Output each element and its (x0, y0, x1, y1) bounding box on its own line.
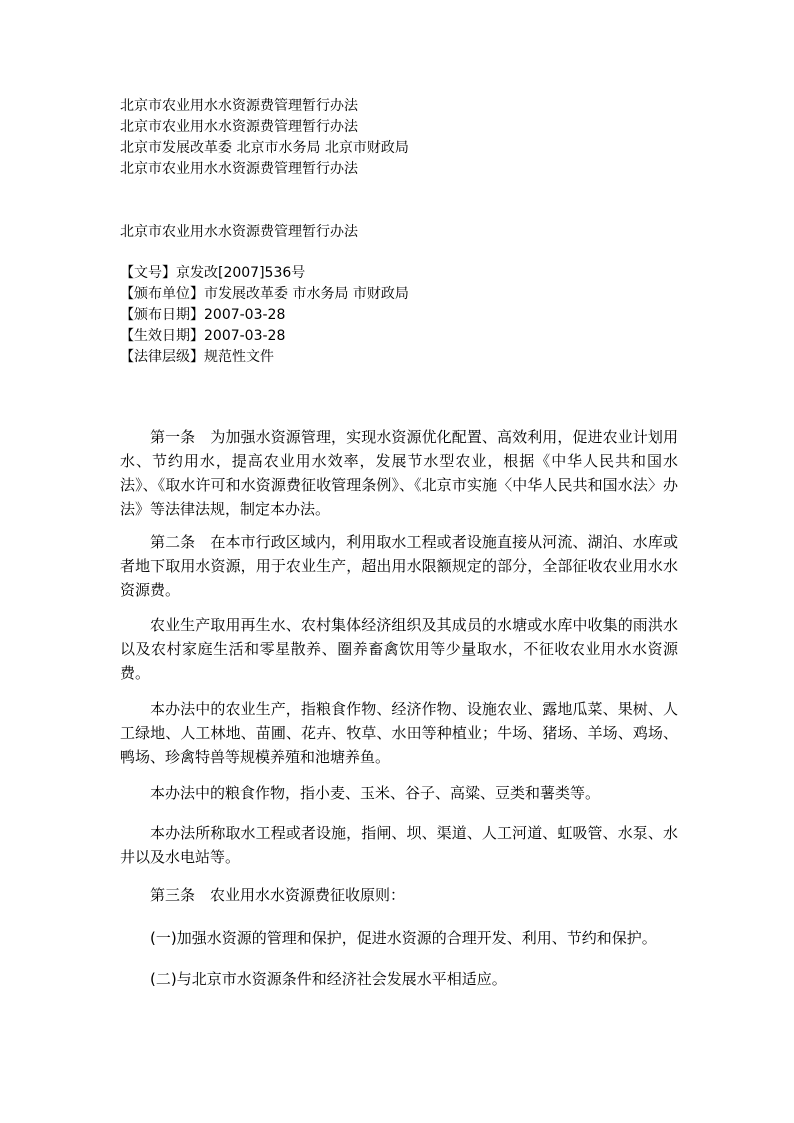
document-title: 北京市农业用水水资源费管理暂行办法 (120, 224, 358, 240)
meta-document-number: 【文号】京发改[2007]536号 (120, 265, 306, 281)
article-paragraph: (一)加强水资源的管理和保护，促进水资源的合理开发、利用、节约和保护。 (150, 929, 657, 947)
article-paragraph: 本办法中的农业生产，指粮食作物、经济作物、设施农业、露地瓜菜、果树、人工绿地、人工林地、苗圃、花卉、牧草、水田等种植业；牛场、猪场、羊场、鸡场、鸭场、珍禽特兽等规模养殖和池塘养鱼。 (120, 700, 678, 766)
header-title-line: 北京市农业用水水资源费管理暂行办法 (120, 161, 358, 177)
header-title-line: 北京市农业用水水资源费管理暂行办法 (120, 119, 358, 135)
meta-issuing-unit: 【颁布单位】市发展改革委 市水务局 市财政局 (120, 286, 409, 302)
article-paragraph: (二)与北京市水资源条件和经济社会发展水平相适应。 (150, 970, 507, 988)
header-title-line: 北京市农业用水水资源费管理暂行办法 (120, 98, 358, 114)
meta-effective-date: 【生效日期】2007-03-28 (120, 328, 286, 344)
article-paragraph: 第一条 为加强水资源管理，实现水资源优化配置、高效利用，促进农业计划用水、节约用水，提高农业用水效率，发展节水型农业，根据《中华人民共和国水法》、《取水许可和水资源费征收管理条例》、《北京市实施〈中华人民共和国水法〉办法》等法律法规，制定本办法。 (120, 428, 678, 518)
article-paragraph: 本办法所称取水工程或者设施，指闸、坝、渠道、人工河道、虹吸管、水泵、水井以及水电站等。 (120, 824, 678, 866)
meta-issue-date: 【颁布日期】2007-03-28 (120, 307, 286, 323)
article-paragraph: 本办法中的粮食作物，指小麦、玉米、谷子、高粱、豆类和薯类等。 (150, 784, 601, 802)
meta-legal-level: 【法律层级】规范性文件 (120, 349, 274, 365)
header-issuers-line: 北京市发展改革委 北京市水务局 北京市财政局 (120, 140, 409, 156)
article-paragraph: 农业生产取用再生水、农村集体经济组织及其成员的水塘或水库中收集的雨洪水以及农村家庭生活和零星散养、圈养畜禽饮用等少量取水，不征收农业用水水资源费。 (120, 616, 678, 682)
article-paragraph: 第三条 农业用水水资源费征收原则： (150, 886, 406, 904)
article-paragraph: 第二条 在本市行政区域内，利用取水工程或者设施直接从河流、湖泊、水库或者地下取用水资源，用于农业生产，超出用水限额规定的部分，全部征收农业用水水资源费。 (120, 533, 678, 599)
